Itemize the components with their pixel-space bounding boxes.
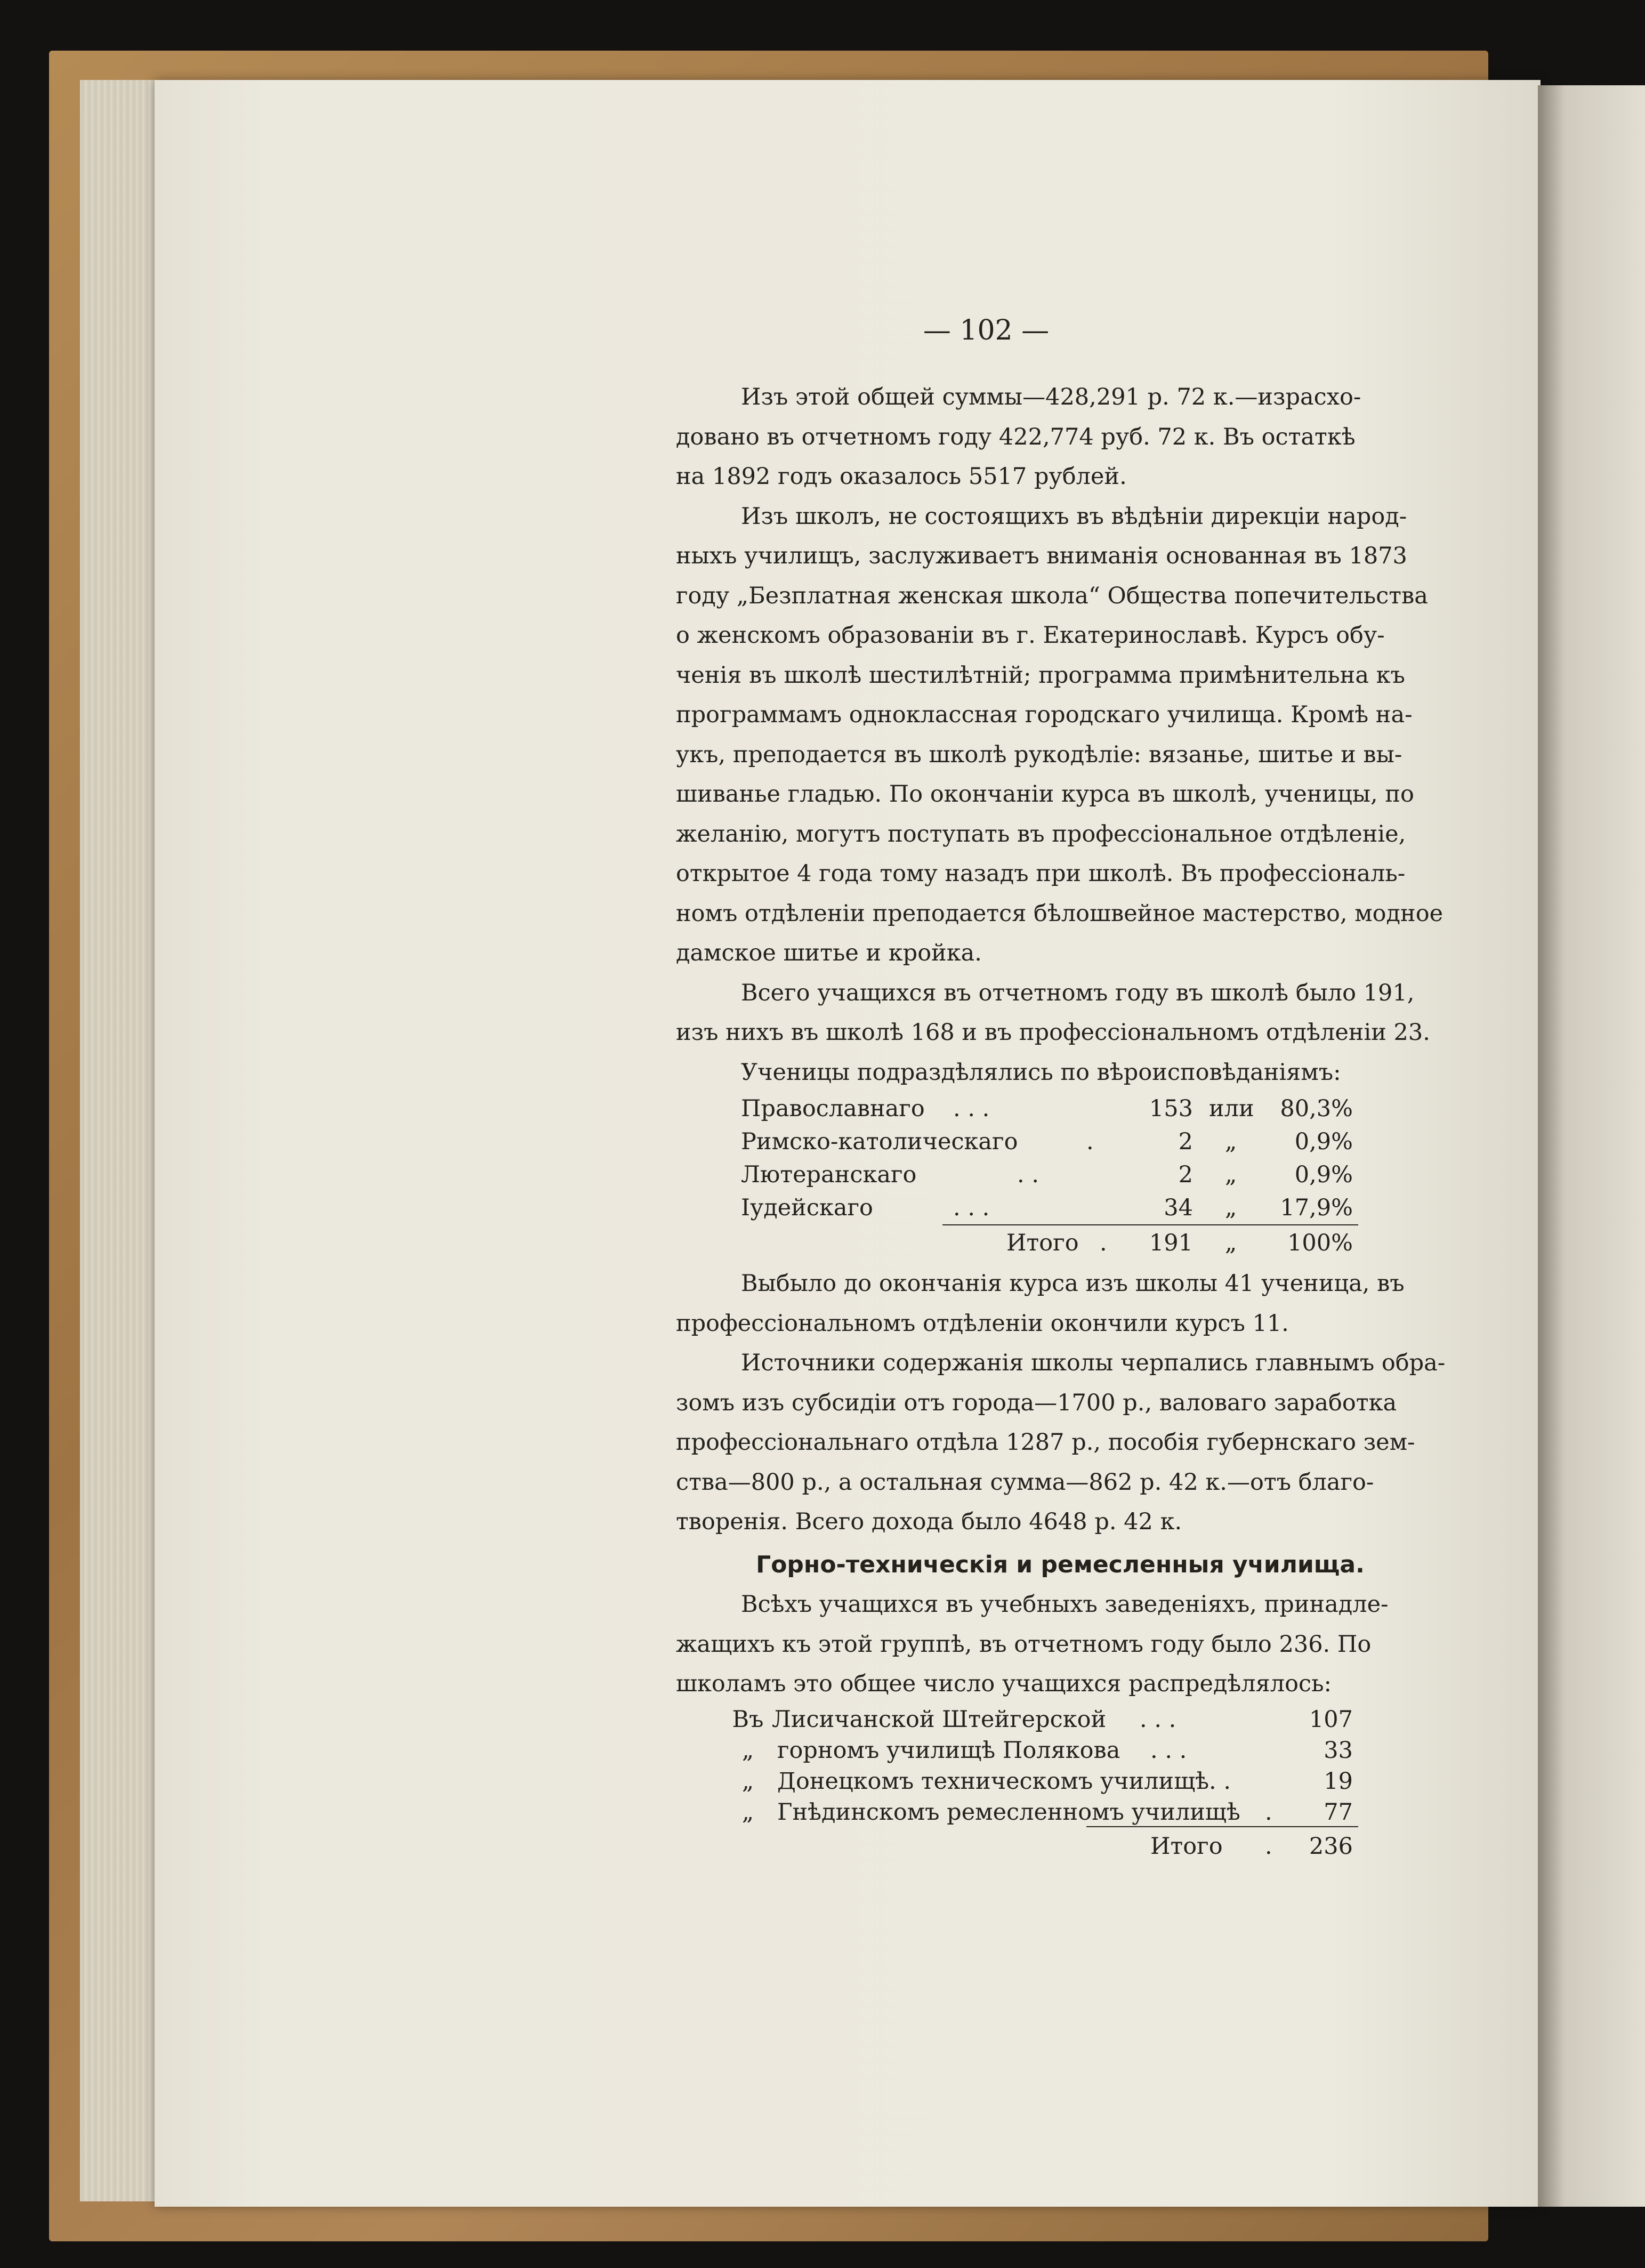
schools-table bbox=[676, 1704, 1445, 1865]
religion-pct: 17,9% bbox=[1280, 1194, 1353, 1221]
religion-sep: „ bbox=[1225, 1161, 1237, 1188]
paragraph-3 bbox=[676, 973, 1445, 1053]
leader-dots: . . bbox=[1209, 1767, 1231, 1795]
text-line: желанію, могутъ поступать въ профессіональное отдѣленіе, bbox=[676, 820, 1406, 848]
religion-name: Римско-католическаго bbox=[741, 1128, 1018, 1155]
text-line: ства—800 р., а остальная сумма—862 р. 42 к.—отъ благо- bbox=[676, 1468, 1374, 1496]
text-line: профессіональномъ отдѣленіи окончили курсъ 11. bbox=[676, 1310, 1289, 1337]
leader-dots: . bbox=[1100, 1230, 1107, 1256]
religion-name: Лютеранскаго bbox=[741, 1161, 917, 1188]
text-line: открытое 4 года тому назадъ при школѣ. Въ профессіональ- bbox=[676, 860, 1406, 887]
text-line: Всего учащихся въ отчетномъ году въ школѣ было 191, bbox=[741, 979, 1415, 1006]
school-count: 107 bbox=[1309, 1706, 1353, 1733]
paragraph-4 bbox=[676, 1053, 1445, 1093]
religion-count: 34 bbox=[1164, 1194, 1193, 1221]
leader-dots: . bbox=[1265, 1798, 1272, 1826]
text-line: программамъ одноклассная городскаго училища. Кромѣ на- bbox=[676, 701, 1413, 728]
religion-pct: 0,9% bbox=[1294, 1128, 1353, 1155]
total-label: Итого bbox=[1006, 1230, 1079, 1256]
text-line: номъ отдѣленіи преподается бѣлошвейное мастерство, модное bbox=[676, 900, 1444, 927]
table-row bbox=[676, 1735, 1445, 1766]
leader-dots: . . . bbox=[953, 1194, 990, 1221]
religion-count: 2 bbox=[1178, 1128, 1193, 1155]
table-total-row bbox=[676, 1226, 1445, 1264]
text-line: Изъ школъ, не состоящихъ въ вѣдѣніи дирекціи народ- bbox=[741, 503, 1407, 530]
text-line: профессіональнаго отдѣла 1287 р., пособія губернскаго зем- bbox=[676, 1429, 1415, 1456]
text-line: довано въ отчетномъ году 422,774 руб. 72 к. Въ остаткѣ bbox=[676, 423, 1356, 450]
text-line: дамское шитье и кройка. bbox=[676, 940, 982, 966]
table-row bbox=[676, 1092, 1445, 1125]
paragraph-1 bbox=[676, 377, 1445, 497]
total-pct: 100% bbox=[1287, 1230, 1353, 1256]
page-edges bbox=[80, 80, 165, 2201]
text-line: ченія въ школѣ шестилѣтній; программа примѣнительна къ bbox=[676, 661, 1405, 689]
total-sep: „ bbox=[1225, 1230, 1237, 1256]
school-prefix: Въ bbox=[732, 1706, 764, 1733]
total-count: 236 bbox=[1309, 1833, 1353, 1860]
text-line: ныхъ училищъ, заслуживаетъ вниманія основанная въ 1873 bbox=[676, 543, 1407, 569]
text-line: году „Безплатная женская школа“ Общества попечительства bbox=[676, 582, 1428, 609]
table-total-row bbox=[676, 1831, 1445, 1865]
religion-pct: 80,3% bbox=[1280, 1095, 1353, 1122]
text-line: шиванье гладью. По окончаніи курса въ школѣ, ученицы, по bbox=[676, 781, 1414, 808]
table-row bbox=[676, 1191, 1445, 1224]
religion-pct: 0,9% bbox=[1294, 1161, 1353, 1188]
school-prefix: „ bbox=[741, 1798, 754, 1826]
school-count: 33 bbox=[1324, 1737, 1353, 1764]
table-row bbox=[676, 1158, 1445, 1191]
paragraph-6 bbox=[676, 1343, 1445, 1542]
paragraph-2 bbox=[676, 497, 1445, 973]
table-rule bbox=[942, 1224, 1358, 1225]
school-name: Лисичанской Штейгерской bbox=[772, 1706, 1107, 1733]
text-line: творенія. Всего дохода было 4648 р. 42 к. bbox=[676, 1508, 1182, 1535]
leader-dots: . bbox=[1265, 1833, 1272, 1860]
text-line: укъ, преподается въ школѣ рукодѣліе: вязанье, шитье и вы- bbox=[676, 741, 1402, 768]
religion-name: Православнаго bbox=[741, 1095, 925, 1122]
text-line: Изъ этой общей суммы—428,291 р. 72 к.—израсхо- bbox=[741, 384, 1361, 410]
religion-table bbox=[676, 1092, 1445, 1264]
text-line: Источники содержанія школы черпались главнымъ обра- bbox=[741, 1350, 1446, 1376]
school-name: горномъ училищѣ Полякова bbox=[777, 1737, 1120, 1764]
leader-dots: . . . bbox=[953, 1095, 990, 1122]
section-heading: Горно-техническія и ремесленныя училища. bbox=[756, 1551, 1365, 1578]
text-line: Выбыло до окончанія курса изъ школы 41 ученица, въ bbox=[741, 1270, 1405, 1297]
school-count: 77 bbox=[1324, 1798, 1353, 1826]
text-line: Ученицы подраздѣлялись по вѣроисповѣданіямъ: bbox=[741, 1059, 1341, 1086]
paragraph-7 bbox=[676, 1585, 1445, 1704]
page-text bbox=[676, 314, 1445, 1865]
text-line: Всѣхъ учащихся въ учебныхъ заведеніяхъ, принадле- bbox=[741, 1591, 1389, 1618]
school-prefix: „ bbox=[741, 1767, 754, 1795]
religion-count: 153 bbox=[1149, 1095, 1193, 1122]
text-line: о женскомъ образованіи въ г. Екатеринославѣ. Курсъ обу- bbox=[676, 622, 1385, 649]
leader-dots: . . . bbox=[1150, 1737, 1187, 1764]
religion-count: 2 bbox=[1178, 1161, 1193, 1188]
leader-dots: . bbox=[1086, 1128, 1094, 1155]
school-count: 19 bbox=[1324, 1767, 1353, 1795]
table-row bbox=[676, 1704, 1445, 1735]
paragraph-5 bbox=[676, 1264, 1445, 1343]
school-name: Гнѣдинскомъ ремесленномъ училищѣ bbox=[777, 1798, 1240, 1826]
religion-sep: или bbox=[1209, 1095, 1254, 1122]
total-label: Итого bbox=[1150, 1833, 1223, 1860]
school-name: Донецкомъ техническомъ училищѣ bbox=[777, 1767, 1209, 1795]
table-row bbox=[676, 1125, 1445, 1158]
text-line: школамъ это общее число учащихся распредѣлялось: bbox=[676, 1670, 1332, 1697]
text-line: изъ нихъ въ школѣ 168 и въ профессіональномъ отдѣленіи 23. bbox=[676, 1019, 1430, 1046]
school-prefix: „ bbox=[741, 1737, 754, 1764]
table-row bbox=[676, 1797, 1445, 1828]
text-line: зомъ изъ субсидіи отъ города—1700 р., валоваго заработка bbox=[676, 1389, 1397, 1416]
leader-dots: . . . bbox=[1140, 1706, 1176, 1733]
religion-name: Іудейскаго bbox=[741, 1194, 873, 1221]
total-count: 191 bbox=[1149, 1230, 1193, 1256]
religion-sep: „ bbox=[1225, 1128, 1237, 1155]
table-rule bbox=[1086, 1826, 1358, 1827]
text-line: жащихъ къ этой группѣ, въ отчетномъ году было 236. По bbox=[676, 1631, 1372, 1658]
religion-sep: „ bbox=[1225, 1194, 1237, 1221]
text-line: на 1892 годъ оказалось 5517 рублей. bbox=[676, 463, 1127, 490]
table-row bbox=[676, 1766, 1445, 1797]
facing-page-edge bbox=[1538, 85, 1645, 2207]
page-number: — 102 — bbox=[923, 314, 1050, 346]
leader-dots: . . bbox=[1017, 1161, 1039, 1188]
